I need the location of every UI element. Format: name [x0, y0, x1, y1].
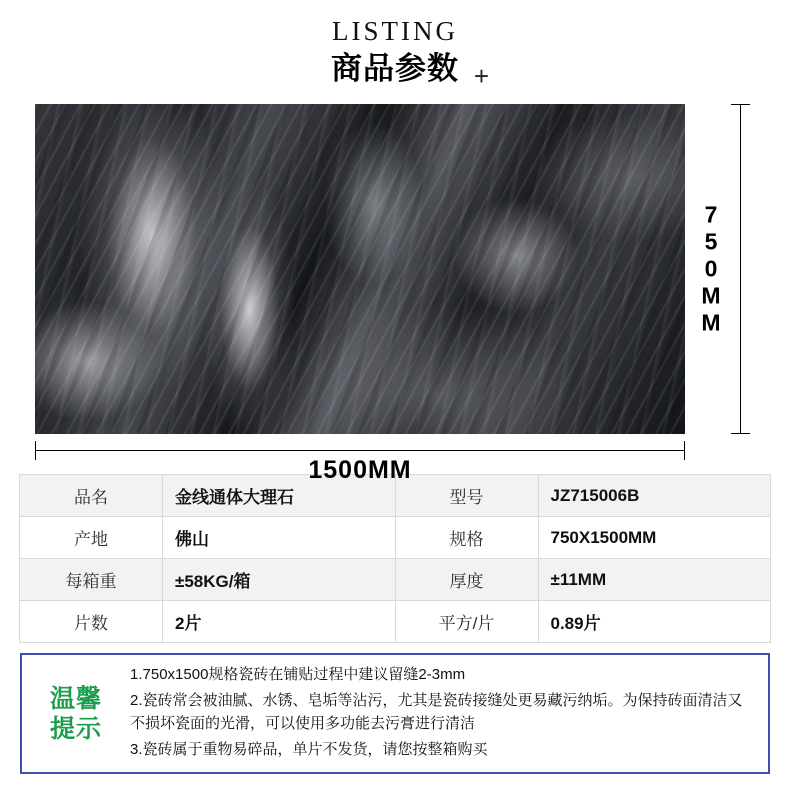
dimension-width	[35, 434, 685, 492]
spec-value: 0.89片	[538, 601, 771, 643]
dimension-height-label: 750MM	[699, 196, 723, 343]
spec-value: 2片	[163, 601, 396, 643]
spec-table	[19, 474, 771, 643]
table-row	[20, 559, 771, 601]
tips-badge-line1: 温馨	[49, 684, 102, 713]
spec-key: 品名	[20, 475, 163, 517]
header-eyebrow: LISTING	[332, 16, 458, 46]
marble-veins-dark	[35, 104, 685, 434]
table-row	[20, 601, 771, 643]
tips-line: 1.750x1500规格瓷砖在铺贴过程中建议留缝2-3mm	[130, 666, 466, 683]
spec-key: 规格	[395, 517, 538, 559]
page-header	[0, 0, 790, 91]
tips-badge	[22, 684, 130, 744]
tips-box	[20, 653, 770, 774]
spec-value: 佛山	[163, 517, 396, 559]
tile-photo	[35, 104, 685, 434]
product-image-block	[35, 104, 755, 484]
plus-icon: +	[473, 61, 489, 91]
spec-key: 产地	[20, 517, 163, 559]
spec-value: ±58KG/箱	[163, 559, 396, 601]
tips-content	[130, 663, 768, 764]
page-title-wrap	[331, 50, 489, 91]
spec-value: 金线通体大理石	[163, 475, 396, 517]
dimension-height	[693, 104, 755, 434]
spec-key: 平方/片	[395, 601, 538, 643]
spec-value: JZ715006B	[538, 475, 771, 517]
table-row	[20, 517, 771, 559]
spec-key: 厚度	[395, 559, 538, 601]
spec-key: 型号	[395, 475, 538, 517]
tips-badge-line2: 提示	[49, 714, 102, 743]
spec-key: 片数	[20, 601, 163, 643]
spec-value: 750X1500MM	[538, 517, 771, 559]
tips-line: 2.瓷砖常会被油腻、水锈、皂垢等沾污，尤其是瓷砖接缝处更易藏污纳垢。为保持砖面清洁又不损坏瓷面的光滑，可以使用多功能去污膏进行清洁	[130, 692, 743, 732]
dimension-height-line	[740, 104, 741, 434]
dimension-width-label: 1500MM	[308, 456, 412, 484]
dimension-width-line	[35, 450, 685, 451]
spec-value: ±11MM	[538, 559, 771, 601]
tips-line: 3.瓷砖属于重物易碎品，单片不发货，请您按整箱购买	[130, 741, 488, 758]
page-title: 商品参数	[331, 51, 459, 86]
spec-key: 每箱重	[20, 559, 163, 601]
dimension-height-cap-bottom	[731, 433, 750, 434]
